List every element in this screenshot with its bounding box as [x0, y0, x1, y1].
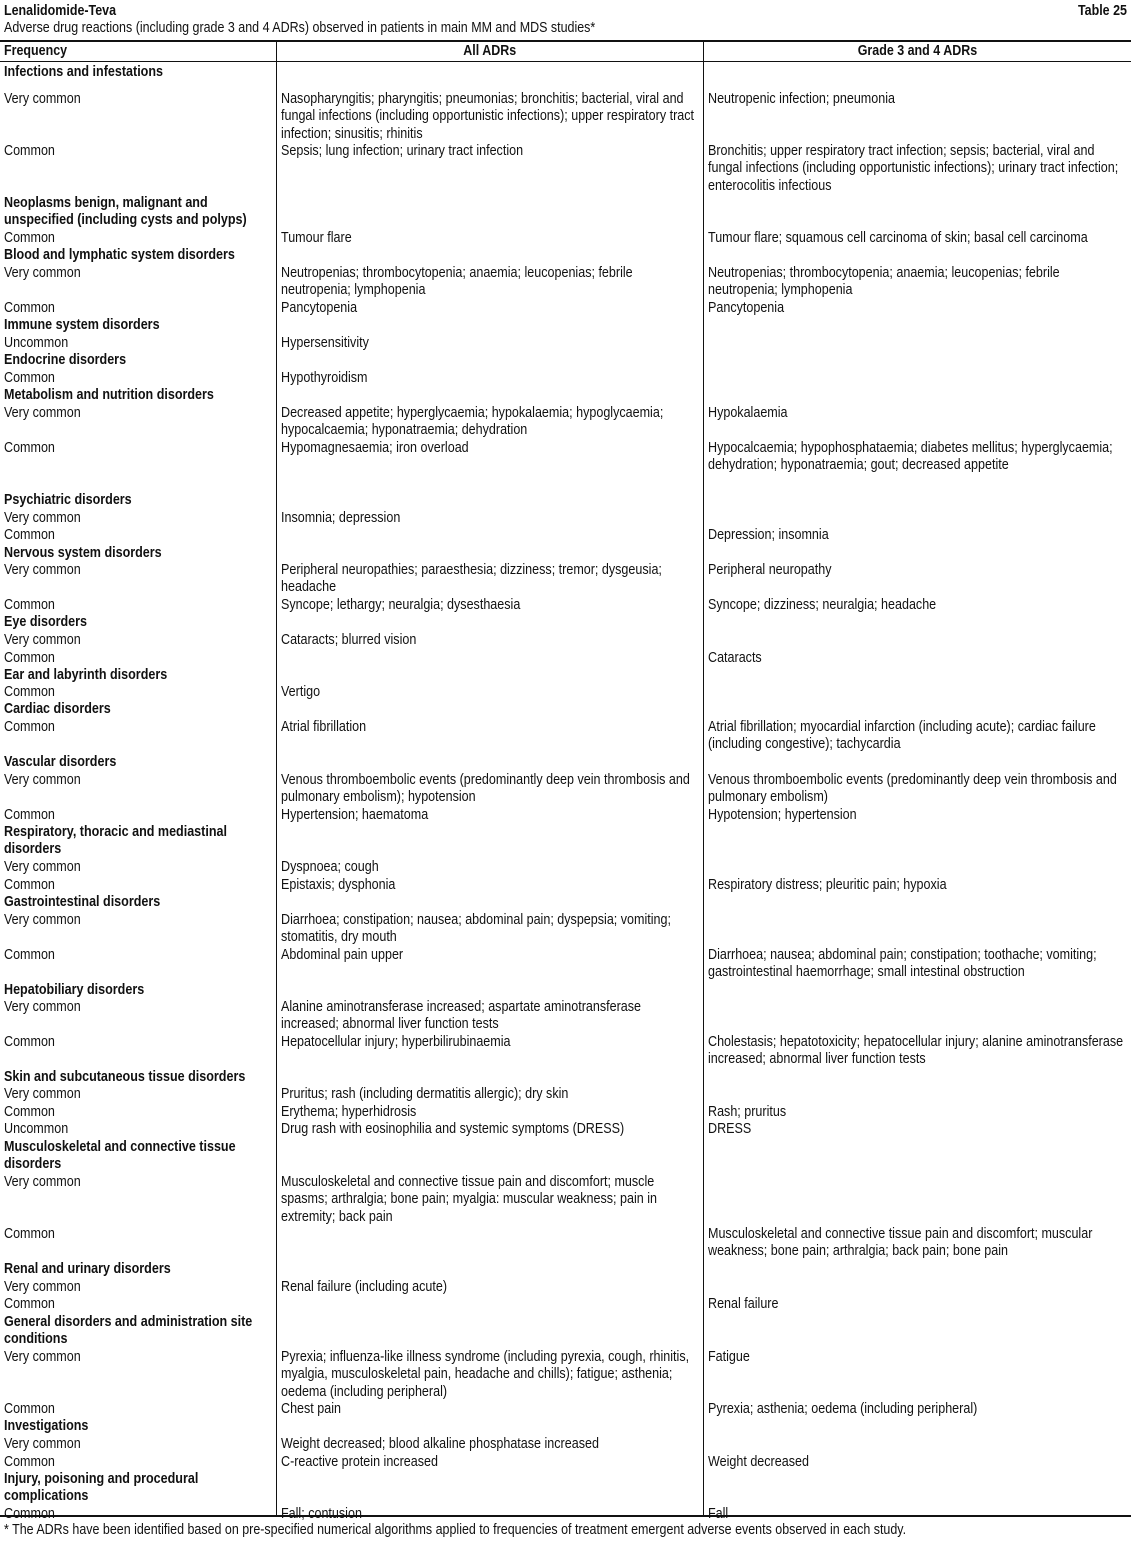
document-header [4, 2, 971, 20]
column-divider-2 [703, 41, 704, 1516]
column-divider-1 [276, 41, 277, 1516]
grade-3-4-adrs-cell: Pancytopenia [708, 300, 785, 316]
grade-3-4-adrs-cell: Venous thromboembolic events (predominantly deep vein thrombosis and pulmonary embolism) [708, 772, 1117, 806]
all-adrs-cell: Vertigo [281, 684, 321, 700]
all-adrs-cell: Sepsis; lung infection; urinary tract infection [281, 143, 524, 159]
frequency-cell: Very common [4, 1349, 81, 1365]
frequency-cell: Very common [4, 1086, 81, 1102]
grade-3-4-adrs-cell: Weight decreased [708, 1454, 809, 1470]
grade-3-4-adrs-cell: Cataracts [708, 650, 762, 666]
category-label: General disorders and administration site conditions [4, 1314, 253, 1348]
frequency-cell: Common [4, 684, 55, 700]
frequency-cell: Uncommon [4, 1121, 69, 1137]
column-header-grade-3-4-adrs: Grade 3 and 4 ADRs [857, 43, 978, 59]
frequency-cell: Common [4, 300, 55, 316]
grade-3-4-adrs-cell: Hypocalcaemia; hypophosphataemia; diabetes mellitus; hyperglycaemia; dehydration; hyponatraemia; gout; decreased appetite [708, 440, 1113, 474]
frequency-cell: Common [4, 527, 55, 543]
frequency-cell: Common [4, 1506, 55, 1522]
all-adrs-cell: Alanine aminotransferase increased; aspartate aminotransferase increased; abnormal liver function tests [281, 999, 641, 1033]
all-adrs-cell: C-reactive protein increased [281, 1454, 438, 1470]
category-label: Hepatobiliary disorders [4, 982, 145, 998]
category-label: Renal and urinary disorders [4, 1261, 171, 1277]
frequency-cell: Common [4, 807, 55, 823]
frequency-cell: Common [4, 370, 55, 386]
all-adrs-cell: Hypertension; haematoma [281, 807, 429, 823]
grade-3-4-adrs-cell: Hypotension; hypertension [708, 807, 857, 823]
frequency-cell: Very common [4, 265, 81, 281]
grade-3-4-adrs-cell: Peripheral neuropathy [708, 562, 832, 578]
grade-3-4-adrs-cell: DRESS [708, 1121, 752, 1137]
category-label: Eye disorders [4, 614, 88, 630]
header-bottom-rule [0, 61, 1131, 62]
all-adrs-cell: Pruritus; rash (including dermatitis allergic); dry skin [281, 1086, 569, 1102]
category-label: Musculoskeletal and connective tissue disorders [4, 1139, 236, 1173]
column-header-all-adrs: All ADRs [463, 43, 517, 59]
grade-3-4-adrs-cell: Atrial fibrillation; myocardial infarction (including acute); cardiac failure (including congestive); tachycardia [708, 719, 1096, 753]
frequency-cell: Common [4, 1454, 55, 1470]
category-label: Neoplasms benign, malignant and unspecified (including cysts and polyps) [4, 195, 247, 229]
frequency-cell: Very common [4, 912, 81, 928]
all-adrs-cell: Epistaxis; dysphonia [281, 877, 396, 893]
frequency-cell: Common [4, 1401, 55, 1417]
grade-3-4-adrs-cell: Fatigue [708, 1349, 750, 1365]
frequency-cell: Common [4, 597, 55, 613]
grade-3-4-adrs-cell: Cholestasis; hepatotoxicity; hepatocellular injury; alanine aminotransferase increased; abnormal liver function tests [708, 1034, 1124, 1068]
all-adrs-cell: Pyrexia; influenza-like illness syndrome (including pyrexia, cough, rhinitis, myalgia, musculoskeletal pain, headache and chills); fatigue; asthenia; oedema (including peripheral) [281, 1349, 690, 1400]
frequency-cell: Very common [4, 772, 81, 788]
grade-3-4-adrs-cell: Renal failure [708, 1296, 779, 1312]
all-adrs-cell: Peripheral neuropathies; paraesthesia; dizziness; tremor; dysgeusia; headache [281, 562, 662, 596]
category-label: Gastrointestinal disorders [4, 894, 161, 910]
category-label: Vascular disorders [4, 754, 117, 770]
grade-3-4-adrs-cell: Diarrhoea; nausea; abdominal pain; constipation; toothache; vomiting; gastrointestinal haemorrhage; small intestinal obstruction [708, 947, 1097, 981]
frequency-cell: Very common [4, 1174, 81, 1190]
category-label: Blood and lymphatic system disorders [4, 247, 235, 263]
document-title: Lenalidomide-Teva [4, 3, 117, 19]
all-adrs-cell: Tumour flare [281, 230, 352, 246]
category-label: Psychiatric disorders [4, 492, 132, 508]
category-label: Infections and infestations [4, 64, 163, 80]
grade-3-4-adrs-cell: Depression; insomnia [708, 527, 829, 543]
frequency-cell: Very common [4, 859, 81, 875]
frequency-cell: Common [4, 719, 55, 735]
category-label: Nervous system disorders [4, 545, 162, 561]
category-label: Investigations [4, 1418, 89, 1434]
frequency-cell: Common [4, 1034, 55, 1050]
frequency-cell: Common [4, 1296, 55, 1312]
grade-3-4-adrs-cell: Bronchitis; upper respiratory tract infection; sepsis; bacterial, viral and fungal infections (including opportunistic infections); urinary tract infection; enterocolitis infectious [708, 143, 1119, 194]
all-adrs-cell: Insomnia; depression [281, 510, 401, 526]
frequency-cell: Very common [4, 510, 81, 526]
all-adrs-cell: Renal failure (including acute) [281, 1279, 448, 1295]
table-caption: Adverse drug reactions (including grade 3 and 4 ADRs) observed in patients in main MM and MDS studies* [4, 20, 596, 36]
grade-3-4-adrs-cell: Neutropenic infection; pneumonia [708, 91, 895, 107]
grade-3-4-adrs-cell: Respiratory distress; pleuritic pain; hypoxia [708, 877, 947, 893]
all-adrs-cell: Hypomagnesaemia; iron overload [281, 440, 469, 456]
category-label: Ear and labyrinth disorders [4, 667, 168, 683]
grade-3-4-adrs-cell: Rash; pruritus [708, 1104, 787, 1120]
category-label: Respiratory, thoracic and mediastinal disorders [4, 824, 227, 858]
frequency-cell: Common [4, 877, 55, 893]
all-adrs-cell: Drug rash with eosinophilia and systemic symptoms (DRESS) [281, 1121, 625, 1137]
table-footnote: * The ADRs have been identified based on pre-specified numerical algorithms applied to frequencies of treatment emergent adverse events observed in each study. [4, 1522, 907, 1538]
grade-3-4-adrs-cell: Musculoskeletal and connective tissue pain and discomfort; muscular weakness; bone pain; arthralgia; back pain; bone pain [708, 1226, 1093, 1260]
all-adrs-cell: Hypothyroidism [281, 370, 368, 386]
all-adrs-cell: Abdominal pain upper [281, 947, 404, 963]
all-adrs-cell: Diarrhoea; constipation; nausea; abdominal pain; dyspepsia; vomiting; stomatitis, dry mouth [281, 912, 672, 946]
frequency-cell: Common [4, 143, 55, 159]
category-label: Skin and subcutaneous tissue disorders [4, 1069, 246, 1085]
frequency-cell: Very common [4, 1279, 81, 1295]
frequency-cell: Very common [4, 91, 81, 107]
frequency-cell: Common [4, 947, 55, 963]
grade-3-4-adrs-cell: Pyrexia; asthenia; oedema (including peripheral) [708, 1401, 978, 1417]
frequency-cell: Common [4, 650, 55, 666]
column-header-frequency: Frequency [4, 43, 68, 59]
frequency-cell: Very common [4, 405, 81, 421]
all-adrs-cell: Chest pain [281, 1401, 342, 1417]
all-adrs-cell: Dyspnoea; cough [281, 859, 379, 875]
all-adrs-cell: Neutropenias; thrombocytopenia; anaemia; leucopenias; febrile neutropenia; lymphopenia [281, 265, 633, 299]
all-adrs-cell: Fall; contusion [281, 1506, 362, 1522]
category-label: Metabolism and nutrition disorders [4, 387, 214, 403]
category-label: Cardiac disorders [4, 701, 111, 717]
table-number: Table 25 [1078, 3, 1127, 19]
all-adrs-cell: Nasopharyngitis; pharyngitis; pneumonias; bronchitis; bacterial, viral and fungal infections (including opportunistic infections); upper respiratory tract infection; sinusitis; rhinitis [281, 91, 694, 142]
frequency-cell: Very common [4, 1436, 81, 1452]
grade-3-4-adrs-cell: Hypokalaemia [708, 405, 788, 421]
category-label: Endocrine disorders [4, 352, 127, 368]
frequency-cell: Common [4, 440, 55, 456]
all-adrs-cell: Erythema; hyperhidrosis [281, 1104, 417, 1120]
all-adrs-cell: Venous thromboembolic events (predominantly deep vein thrombosis and pulmonary embolism); hypotension [281, 772, 690, 806]
grade-3-4-adrs-cell: Syncope; dizziness; neuralgia; headache [708, 597, 937, 613]
category-label: Injury, poisoning and procedural complications [4, 1471, 199, 1505]
grade-3-4-adrs-cell: Neutropenias; thrombocytopenia; anaemia; leucopenias; febrile neutropenia; lymphopenia [708, 265, 1060, 299]
frequency-cell: Very common [4, 999, 81, 1015]
frequency-cell: Common [4, 1104, 55, 1120]
frequency-cell: Very common [4, 562, 81, 578]
all-adrs-cell: Weight decreased; blood alkaline phosphatase increased [281, 1436, 599, 1452]
grade-3-4-adrs-cell: Fall [708, 1506, 729, 1522]
all-adrs-cell: Syncope; lethargy; neuralgia; dysesthaesia [281, 597, 521, 613]
all-adrs-cell: Pancytopenia [281, 300, 358, 316]
frequency-cell: Very common [4, 632, 81, 648]
all-adrs-cell: Hepatocellular injury; hyperbilirubinaemia [281, 1034, 511, 1050]
grade-3-4-adrs-cell: Tumour flare; squamous cell carcinoma of skin; basal cell carcinoma [708, 230, 1088, 246]
frequency-cell: Uncommon [4, 335, 69, 351]
all-adrs-cell: Hypersensitivity [281, 335, 369, 351]
all-adrs-cell: Decreased appetite; hyperglycaemia; hypokalaemia; hypoglycaemia; hypocalcaemia; hyponatraemia; dehydration [281, 405, 664, 439]
category-label: Immune system disorders [4, 317, 160, 333]
frequency-cell: Common [4, 1226, 55, 1242]
frequency-cell: Common [4, 230, 55, 246]
all-adrs-cell: Cataracts; blurred vision [281, 632, 417, 648]
all-adrs-cell: Atrial fibrillation [281, 719, 367, 735]
all-adrs-cell: Musculoskeletal and connective tissue pain and discomfort; muscle spasms; arthralgia; bone pain; myalgia: muscular weakness; pain in extremity; back pain [281, 1174, 658, 1225]
